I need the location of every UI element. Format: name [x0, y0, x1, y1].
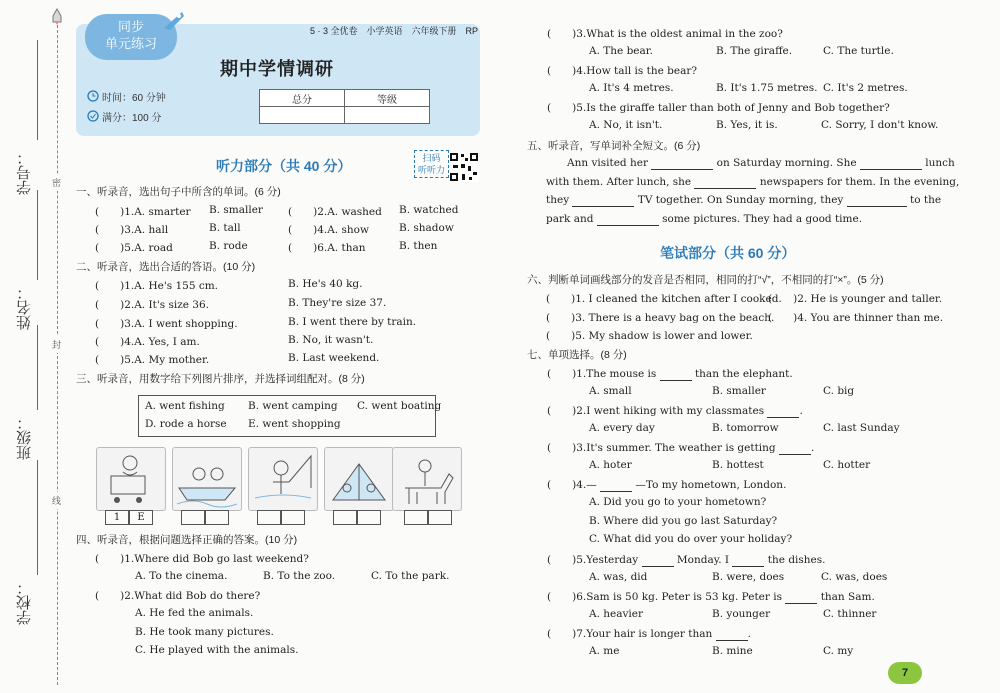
class-field[interactable]: [37, 325, 38, 410]
page-number: 7: [888, 662, 922, 684]
order-box[interactable]: [257, 510, 281, 525]
school-label: 学校：: [16, 580, 33, 625]
option-a: A. No, it isn't.: [589, 119, 663, 131]
option-b: B. tall: [209, 222, 241, 234]
option-c: C. What did you do over your holiday?: [589, 533, 793, 545]
q6-item[interactable]: ( )3. There is a heavy bag on the beach.: [546, 312, 775, 324]
q4-heading: 四、听录音，根据问题选择正确的答案。(10 分): [76, 534, 298, 546]
question-text: Sam is 50 kg. Peter is 53 kg. Peter is: [586, 591, 782, 603]
phrase-choice: B. went camping: [248, 400, 338, 412]
order-box[interactable]: [181, 510, 205, 525]
question-text: What did Bob do there?: [134, 590, 261, 602]
blank-input[interactable]: [716, 628, 748, 641]
item-number[interactable]: ( )1.: [547, 368, 587, 380]
answer-box-pair[interactable]: [257, 510, 305, 523]
item-number[interactable]: ( )4.: [547, 479, 587, 491]
question-text: —: [586, 479, 597, 491]
option-a: A. It's 4 metres.: [589, 82, 674, 94]
question-text: How tall is the bear?: [586, 65, 698, 77]
q4-question: [547, 63, 697, 78]
q4-question: [547, 100, 890, 115]
item-number[interactable]: ( )5.: [547, 102, 587, 114]
option-a: A. It's size 36.: [134, 299, 209, 311]
total-score-header: 总分: [260, 90, 345, 107]
option-c: C. It's 2 metres.: [823, 82, 908, 94]
item-number[interactable]: ( )5.: [547, 554, 587, 566]
q7-question: [547, 440, 814, 455]
item-number[interactable]: ( )6.: [547, 591, 587, 603]
question-text: I went hiking with my classmates: [586, 405, 765, 417]
option-a: A. small: [589, 385, 632, 397]
phrase-choice: A. went fishing: [145, 400, 225, 412]
q6-heading: 六、判断单词画线部分的发音是否相同，相同的打“√”，不相同的打“×”。(5 分): [527, 274, 884, 286]
option-c: C. The turtle.: [823, 45, 894, 57]
question-text: It's summer. The weather is getting: [586, 442, 776, 454]
qr-code-icon[interactable]: [449, 152, 479, 182]
option-b: B. smaller: [209, 204, 263, 216]
option-b: B. He took many pictures.: [135, 626, 274, 638]
blank-input[interactable]: [651, 157, 713, 170]
q5-heading: 五、听录音，写单词补全短文。(6 分): [527, 140, 701, 152]
q2-heading: 二、听录音，选出合适的答语。(10 分): [76, 261, 256, 273]
question-text: .: [811, 442, 815, 454]
item-number[interactable]: ( )2.: [547, 405, 587, 417]
option-b: B. They're size 37.: [288, 297, 387, 309]
picture-fishing: [248, 447, 318, 511]
option-b: B. I went there by train.: [288, 316, 417, 328]
phrase-box[interactable]: [281, 510, 305, 525]
school-field[interactable]: [37, 460, 38, 575]
fishing-icon: [249, 448, 317, 510]
option-a: A. hall: [134, 224, 169, 236]
item-number[interactable]: ( )3.: [547, 442, 587, 454]
grade-header: 等级: [345, 90, 430, 107]
q2-item: [95, 297, 209, 312]
answer-box-pair[interactable]: [404, 510, 452, 523]
phrase-box[interactable]: [357, 510, 381, 525]
option-a: A. Did you go to your hometown?: [589, 496, 767, 508]
horse-icon: [393, 448, 461, 510]
item-number[interactable]: ( )6.: [288, 242, 328, 254]
option-a: A. was, did: [589, 571, 648, 583]
passage-text: newspapers for them. In the evening,: [759, 176, 960, 188]
q1-item: [288, 222, 369, 237]
option-b: B. Last weekend.: [288, 352, 380, 364]
option-b: B. shadow: [399, 222, 454, 234]
rocket-decoration-icon: [160, 8, 188, 32]
passage-line: [546, 176, 959, 189]
passage-text: park and: [546, 213, 594, 225]
item-number[interactable]: ( )7.: [547, 628, 587, 640]
student-id-field[interactable]: [37, 40, 38, 140]
seal-mark-top: 密: [52, 174, 61, 191]
option-b: B. No, it wasn't.: [288, 334, 374, 346]
badge-line1: 同步: [117, 19, 144, 34]
q1-item: [95, 222, 168, 237]
question-text: Monday. I: [676, 554, 730, 566]
question-text: What is the oldest animal in the zoo?: [586, 28, 783, 40]
series-info: 5 · 3 全优卷 小学英语 六年级下册 RP: [310, 26, 479, 36]
grade-cell[interactable]: [345, 107, 430, 124]
q7-heading: 七、单项选择。(8 分): [527, 349, 627, 361]
item-number[interactable]: ( )5.: [95, 354, 135, 366]
q6-item[interactable]: ( )4. You are thinner than me.: [768, 312, 944, 324]
blank-input[interactable]: [732, 554, 764, 567]
passage-line: [567, 157, 955, 170]
shopping-cart-icon: [97, 448, 165, 510]
tent-icon: [325, 448, 393, 510]
question-text: Your hair is longer than: [586, 628, 713, 640]
answer-box-pair[interactable]: [181, 510, 229, 523]
item-number[interactable]: ( )4.: [547, 65, 587, 77]
option-a: A. He fed the animals.: [135, 607, 254, 619]
option-a: A. heavier: [589, 608, 644, 620]
q7-question: [547, 403, 803, 418]
q1-item: [95, 240, 173, 255]
q2-item: [95, 316, 238, 331]
name-label: 姓名：: [16, 285, 33, 330]
option-b: B. The giraffe.: [716, 45, 793, 57]
q1-item: [288, 204, 382, 219]
blank-input[interactable]: [642, 554, 674, 567]
phrase-box[interactable]: [428, 510, 452, 525]
seal-mark-bottom: 线: [52, 492, 61, 509]
option-a: A. washed: [327, 206, 382, 218]
scan-hint: [414, 150, 449, 178]
item-number[interactable]: ( )3.: [547, 28, 587, 40]
q3-heading: 三、听录音，用数字给下列图片排序，并选择词组配对。(8 分): [76, 373, 365, 385]
blank-input[interactable]: [660, 368, 692, 381]
q2-item: [95, 352, 209, 367]
option-a: A. My mother.: [134, 354, 210, 366]
item-number[interactable]: ( )3.: [95, 318, 135, 330]
option-b: B. He's 40 kg.: [288, 278, 363, 290]
item-number[interactable]: ( )4.: [288, 224, 328, 236]
q6-item[interactable]: ( )5. My shadow is lower and lower.: [546, 330, 753, 342]
q7-question: [547, 552, 826, 567]
phrase-box: E: [129, 510, 153, 525]
option-a: A. show: [327, 224, 369, 236]
passage-text: they: [546, 194, 570, 206]
blank-input[interactable]: [572, 194, 634, 207]
option-c: C. was, does: [821, 571, 888, 583]
option-a: A. He's 155 cm.: [134, 280, 219, 292]
blank-input[interactable]: [860, 157, 922, 170]
q7-question: [547, 589, 875, 604]
q1-item: [288, 240, 365, 255]
option-a: A. The bear.: [589, 45, 653, 57]
option-c: C. thinner: [823, 608, 877, 620]
option-c: C. last Sunday: [823, 422, 900, 434]
item-number[interactable]: ( )5.: [95, 242, 135, 254]
clock-icon: [87, 90, 99, 102]
passage-text: on Saturday morning. She: [716, 157, 857, 169]
option-b: B. younger: [712, 608, 771, 620]
blank-input[interactable]: [779, 442, 811, 455]
option-b: B. mine: [712, 645, 753, 657]
option-a: A. me: [589, 645, 620, 657]
option-b: B. rode: [209, 240, 248, 252]
option-a: A. than: [327, 242, 366, 254]
item-number[interactable]: ( )3.: [95, 224, 135, 236]
option-c: C. my: [823, 645, 854, 657]
phrase-box[interactable]: [205, 510, 229, 525]
boat-icon: [173, 448, 241, 510]
q7-question: [547, 366, 793, 381]
option-c: C. Sorry, I don't know.: [821, 119, 939, 131]
name-field[interactable]: [37, 190, 38, 280]
order-box[interactable]: [404, 510, 428, 525]
passage-text: TV together. On Sunday morning, they: [637, 194, 844, 206]
phrase-choice: D. rode a horse: [145, 418, 227, 430]
option-b: B. tomorrow: [712, 422, 779, 434]
seal-mark-mid: 封: [52, 336, 61, 353]
q1-heading: 一、听录音，选出句子中所含的单词。(6 分): [76, 186, 281, 198]
item-number[interactable]: ( )1.: [95, 206, 135, 218]
passage-text: to the: [910, 194, 942, 206]
phrase-choice: E. went shopping: [248, 418, 341, 430]
question-text: than the elephant.: [694, 368, 793, 380]
option-a: A. To the cinema.: [135, 570, 228, 582]
class-label: 班级：: [16, 415, 33, 460]
item-number[interactable]: ( )2.: [95, 299, 135, 311]
option-a: A. hoter: [589, 459, 632, 471]
question-text: Is the giraffe taller than both of Jenny and Bob together?: [586, 102, 890, 114]
question-text: Yesterday: [586, 554, 639, 566]
option-a: A. Yes, I am.: [134, 336, 200, 348]
score-table: [259, 89, 430, 124]
order-box: 1: [105, 510, 129, 525]
question-text: .: [799, 405, 803, 417]
option-b: B. Yes, it is.: [716, 119, 778, 131]
passage-text: some pictures. They had a good time.: [662, 213, 863, 225]
q7-question: [547, 626, 751, 641]
picture-camping: [324, 447, 394, 511]
blank-input[interactable]: [847, 194, 907, 207]
question-text: the dishes.: [767, 554, 826, 566]
option-b: B. It's 1.75 metres.: [716, 82, 818, 94]
picture-horse-riding: [392, 447, 462, 511]
q2-item: [95, 334, 200, 349]
blank-input[interactable]: [597, 213, 659, 226]
phrase-choice: C. went boating: [357, 400, 442, 412]
option-b: B. then: [399, 240, 438, 252]
option-b: B. To the zoo.: [263, 570, 336, 582]
student-id-label: 学号：: [16, 150, 33, 195]
page-title: 期中学情调研: [220, 59, 334, 79]
answer-box-pair: [105, 510, 153, 523]
picture-shopping: [96, 447, 166, 511]
phrase-choices-box: [138, 395, 442, 437]
q4-question: [95, 588, 260, 603]
option-b: B. smaller: [712, 385, 766, 397]
blank-input[interactable]: [600, 479, 632, 492]
question-text: —To my hometown, London.: [635, 479, 787, 491]
total-score-cell[interactable]: [260, 107, 345, 124]
passage-line: [546, 194, 941, 207]
option-b: B. hottest: [712, 459, 764, 471]
order-box[interactable]: [333, 510, 357, 525]
writing-section-title: 笔试部分（共 60 分）: [660, 245, 796, 261]
blank-input[interactable]: [694, 176, 756, 189]
option-a: A. smarter: [134, 206, 191, 218]
badge-line2: 单元练习: [104, 36, 157, 51]
check-circle-icon: [87, 110, 99, 122]
option-b: B. were, does: [712, 571, 785, 583]
exam-time: 时间：60 分钟: [102, 93, 166, 104]
option-c: C. To the park.: [371, 570, 450, 582]
item-number[interactable]: ( )2.: [288, 206, 328, 218]
item-number[interactable]: ( )1.: [95, 553, 135, 565]
option-b: B. Where did you go last Saturday?: [589, 515, 778, 527]
q2-item: [95, 278, 218, 293]
option-a: A. I went shopping.: [134, 318, 238, 330]
scan-hint-line2: 听听力: [418, 165, 446, 175]
item-number[interactable]: ( )2.: [95, 590, 135, 602]
question-text: The mouse is: [586, 368, 657, 380]
listening-section-title: 听力部分（共 40 分）: [216, 158, 352, 174]
rocket-icon: [50, 8, 64, 26]
question-text: Where did Bob go last weekend?: [134, 553, 309, 565]
option-a: A. road: [134, 242, 173, 254]
scan-hint-line1: 扫码: [422, 153, 441, 163]
option-c: C. hotter: [823, 459, 871, 471]
option-c: C. big: [823, 385, 855, 397]
picture-boating: [172, 447, 242, 511]
q7-question: [547, 477, 786, 492]
option-b: B. watched: [399, 204, 459, 216]
q4-question: [547, 26, 783, 41]
answer-box-pair[interactable]: [333, 510, 381, 523]
option-a: A. every day: [589, 422, 655, 434]
q1-item: [95, 204, 191, 219]
item-number[interactable]: ( )1.: [95, 280, 135, 292]
passage-text: with them. After lunch, she: [546, 176, 692, 188]
passage-text: lunch: [925, 157, 955, 169]
passage-text: Ann visited her: [567, 157, 648, 169]
blank-input[interactable]: [767, 405, 799, 418]
blank-input[interactable]: [785, 591, 817, 604]
question-text: than Sam.: [820, 591, 875, 603]
item-number[interactable]: ( )4.: [95, 336, 135, 348]
q6-item[interactable]: ( )2. He is younger and taller.: [768, 293, 943, 305]
full-score: 满分：100 分: [102, 113, 162, 124]
q6-item[interactable]: ( )1. I cleaned the kitchen after I cooked.: [546, 293, 782, 305]
question-text: .: [747, 628, 751, 640]
passage-line: [546, 213, 862, 226]
option-c: C. He played with the animals.: [135, 644, 299, 656]
q4-question: [95, 551, 309, 566]
